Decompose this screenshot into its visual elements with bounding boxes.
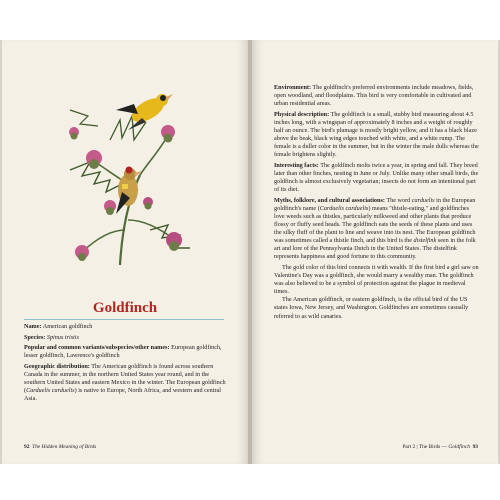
title-divider <box>24 319 224 320</box>
entry-physical-description: Physical description: The goldfinch is a small, stubby bird measuring about 4.5 inches long, with a wingspan of approximately 8 inches and a weight of roughly half an ounce. The bird's plumage is mostly bright yellow, and it has a black blaze above the beak, black wing edges touched with white, and a white rump. The female is a duller color in the summer, but in the winter the male dulls whereas the female brightens slightly. <box>274 110 479 159</box>
right-page <box>252 40 498 464</box>
chapter-title: Goldfinch <box>92 300 158 316</box>
entry-myths-folklore: Myths, folklore, and cultural associations: The word carduelis in the European goldfinch's name (Carduelis carduelis) means "thistle-eating," and goldfinches love weeds such as thistles, particularly milkweed and other plants that produce flossy or fluffy seed heads. The goldfinch eats the seeds of these plants and uses the silky fluff of the plant to line and weave into its nest. The European goldfinch was sometimes called a thistle finch, and this bird is the distelfink seen in the folk art and lore of the Pennsylvania Dutch in the United States. The distelfink represents happiness and good fortune to this community. <box>274 196 476 261</box>
paragraph: The American goldfinch, or eastern goldfinch, is the official bird of the US states Iowa, New Jersey, and Washington. Goldfinches are sometimes casually referred to as wild canaries. <box>274 296 469 320</box>
running-title: Part 2 | The Birds — <box>402 444 449 450</box>
goldfinch-illustration <box>50 80 200 270</box>
entry-name: Name: American goldfinch <box>24 323 93 330</box>
left-page-footer <box>24 444 96 450</box>
left-page <box>2 40 248 464</box>
running-title-italic: Goldfinch <box>448 444 470 450</box>
running-title: The Hidden Meaning of Birds <box>32 444 97 450</box>
book-spread <box>0 40 500 464</box>
paragraph: The gold color of this bird connects it with wealth. If the first bird a girl saw on Valentine's Day was a goldfinch, she would marry a wealthy man. The goldfinch was also believed to be a symbol of protection against the plague in medieval times. <box>274 263 479 296</box>
right-page-body <box>274 84 480 321</box>
page-number: 92 <box>24 444 30 450</box>
entry-geographic-distribution: Geographic distribution: The American goldfinch is found across southern Canada in the summer, in the northern United States year round, and in the southern United States and eastern Mexico in the winter. The European goldfinch (Carduelis carduelis) is native to Europe, North Africa, and western and central Asia. <box>24 362 226 403</box>
entry-variants: Popular and common variants/subspecies/other names: European goldfinch, lesser goldfinch, Lawrence's goldfinch <box>24 344 222 360</box>
page-number: 93 <box>472 444 478 450</box>
right-page-footer <box>402 444 478 450</box>
entry-species: Species: Spinus tristis <box>24 333 80 341</box>
entry-interesting-facts: Interesting facts: The goldfinch molts twice a year, in spring and fall. They breed later than other finches, nesting in June or July. Unlike many other small birds, the goldfinch is almost exclusively vegetarian; insects do not form an intentional part of its diet. <box>274 161 479 194</box>
left-page-body <box>24 323 230 406</box>
entry-environment: Environment: The goldfinch's preferred environments include meadows, fields, open woodland, and floodplains. This bird is very comfortable in cultivated and urban residential areas. <box>274 84 474 108</box>
